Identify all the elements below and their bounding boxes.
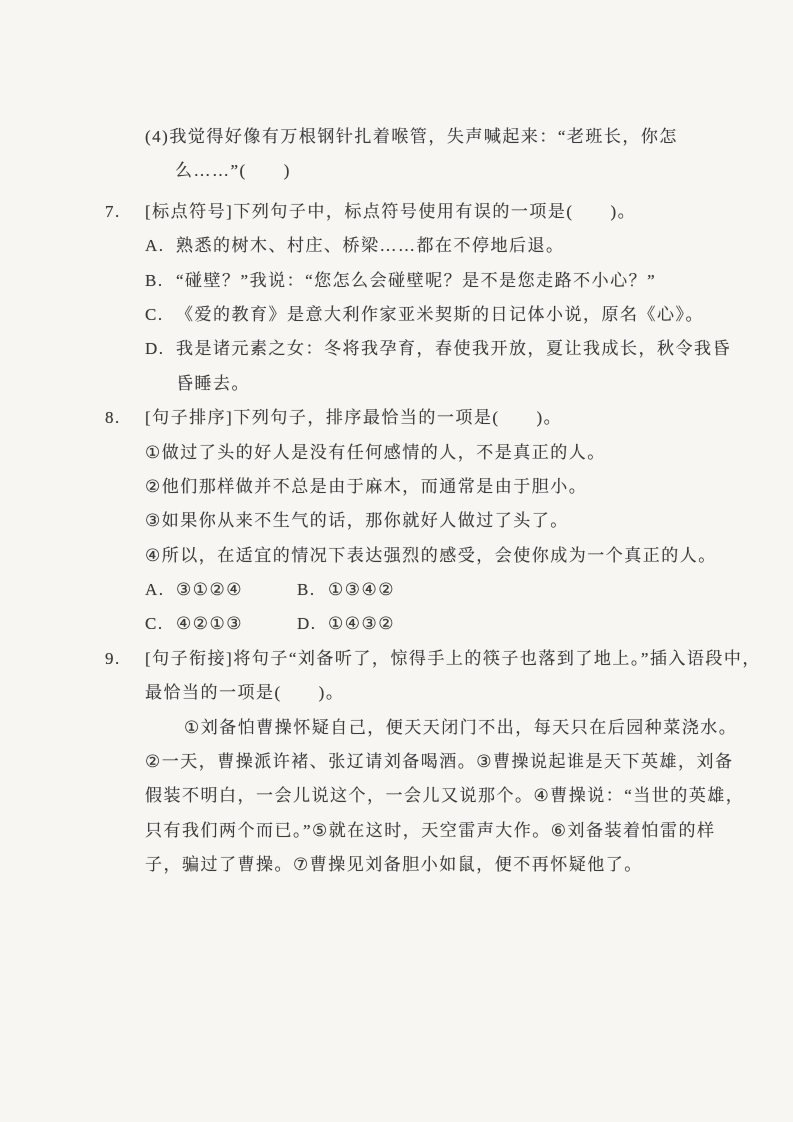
option-line: 昏睡去。 — [176, 373, 250, 393]
question-8-choice-c — [145, 607, 297, 641]
question-8-choice-b — [297, 573, 395, 607]
item-4-line-2: 么……”( ) — [175, 161, 291, 181]
item-4-line-1: (4)我觉得好像有万根钢针扎着喉管，失声喊起来：“老班长，你怎 — [145, 127, 678, 146]
question-8-tag: [句子排序] — [145, 408, 234, 428]
question-9 — [105, 642, 761, 883]
question-7-option-c — [145, 298, 745, 332]
question-8-sentence-1: ①做过了头的好人是没有任何感情的人，不是真正的人。 — [145, 442, 606, 462]
question-9-stem-text: 将句子“刘备听了，惊得手上的筷子也落到了地上。”插入语段中， — [233, 648, 761, 668]
question-7-option-d — [145, 332, 745, 401]
option-line: 《爱的教育》是意大利作家亚米契斯的日记体小说，原名《心》。 — [176, 304, 704, 324]
choice-text: ④②①③ — [176, 614, 243, 634]
option-label: B. — [145, 270, 164, 290]
question-8-choice-a — [145, 573, 297, 607]
question-7-number: 7. — [105, 201, 121, 221]
question-7-stem — [145, 195, 745, 229]
option-text — [176, 332, 745, 401]
question-7-option-a — [145, 229, 745, 263]
question-9-body — [145, 642, 761, 883]
question-9-stem-line-2: 最恰当的一项是( )。 — [145, 683, 345, 703]
question-8-stem — [145, 401, 745, 435]
question-9-passage — [145, 711, 745, 883]
question-9-stem-line-1 — [145, 642, 761, 676]
passage-line-1: ①刘备怕曹操怀疑自己，便天天闭门不出，每天只在后园种菜浇水。 — [184, 717, 738, 737]
question-8-sentence-2: ②他们那样做并不总是由于麻木，而通常是由于胆小。 — [145, 476, 588, 496]
option-text — [176, 298, 745, 332]
choice-label: D. — [297, 614, 317, 634]
choice-label: A. — [145, 580, 165, 600]
option-label: A. — [145, 236, 165, 256]
question-7-tag: [标点符号] — [145, 201, 234, 221]
option-text — [176, 229, 745, 263]
option-label: C. — [145, 304, 164, 324]
option-line: “碰壁？”我说：“您怎么会碰壁呢？是不是您走路不小心？” — [176, 270, 657, 290]
question-8 — [105, 401, 745, 642]
question-8-choice-row-2 — [145, 607, 745, 641]
question-8-body — [145, 401, 745, 642]
option-line: 熟悉的树木、村庄、桥梁……都在不停地后退。 — [176, 236, 565, 256]
option-label: D. — [145, 339, 165, 359]
question-8-choice-d — [297, 607, 395, 641]
passage-line-5: 子，骗过了曹操。⑦曹操见刘备胆小如鼠，便不再怀疑他了。 — [145, 855, 643, 875]
question-8-number: 8. — [105, 408, 121, 428]
question-7-stem-text: 下列句子中，标点符号使用有误的一项是( )。 — [233, 201, 637, 221]
passage-line-3: 假装不明白，一会儿说这个，一会儿又说那个。④曹操说：“当世的英雄， — [145, 786, 745, 806]
passage-line-4: 只有我们两个而已。”⑤就在这时，天空雷声大作。⑥刘备装着怕雷的样 — [145, 820, 716, 840]
choice-text: ③①②④ — [176, 580, 243, 600]
question-7-option-b — [145, 264, 745, 298]
passage-line-2: ②一天，曹操派许褚、张辽请刘备喝酒。③曹操说起谁是天下英雄，刘备 — [145, 752, 734, 772]
question-9-tag: [句子衔接] — [145, 648, 234, 668]
option-line: 我是诸元素之女：冬将我孕育，春使我开放，夏让我成长，秋令我昏 — [176, 339, 731, 359]
option-text — [176, 264, 745, 298]
item-4 — [145, 120, 745, 189]
choice-text: ①③④② — [328, 580, 395, 600]
choice-label: C. — [145, 614, 164, 634]
question-8-sentence-4: ④所以，在适宜的情况下表达强烈的感受，会使你成为一个真正的人。 — [145, 545, 717, 565]
question-8-sentence-3: ③如果你从来不生气的话，那你就好人做过了头了。 — [145, 511, 569, 531]
question-8-stem-text: 下列句子，排序最恰当的一项是( )。 — [233, 408, 563, 428]
question-9-number: 9. — [105, 648, 121, 668]
question-7-body — [145, 195, 745, 401]
question-8-choice-row-1 — [145, 573, 745, 607]
page-content — [105, 120, 761, 883]
choice-label: B. — [297, 580, 316, 600]
choice-text: ①④③② — [328, 614, 395, 634]
question-7 — [105, 195, 745, 401]
